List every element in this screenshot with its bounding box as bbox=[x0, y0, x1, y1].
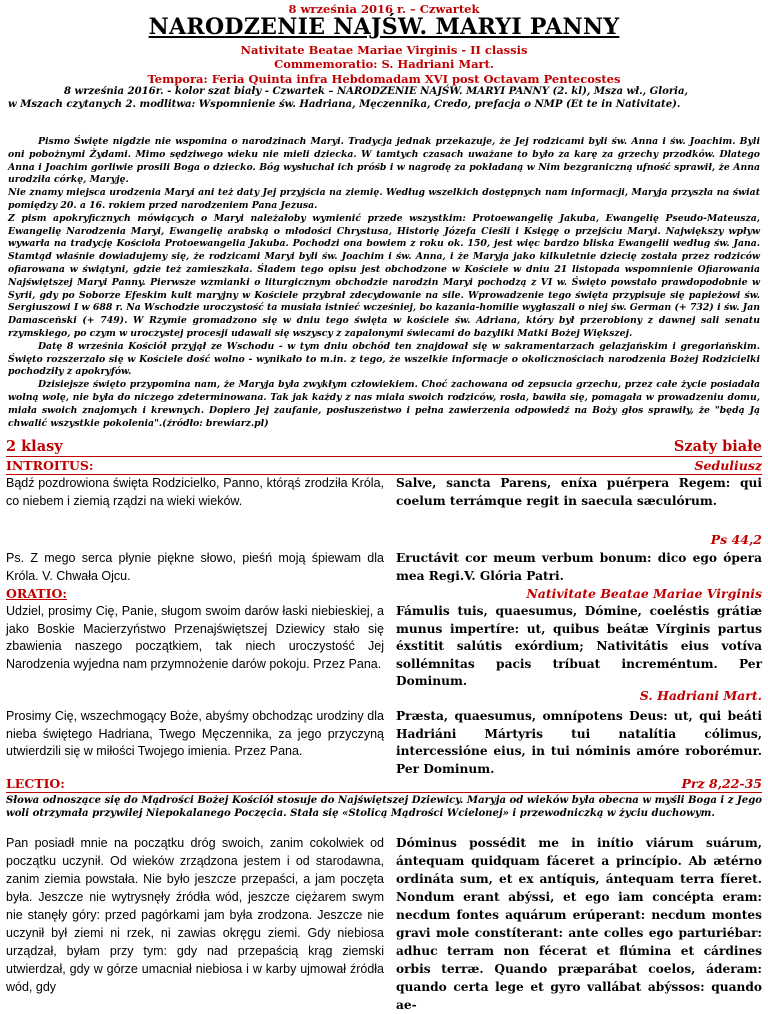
description-paragraph: Datę 8 września Kościół przyjął ze Wschodu - w tym dniu obchód ten znajdował się w sakramentarzach gelazjańskim i gregoriańskim. Święto rozszerzało się w Kościele dość wolno - wynikało to m.in. z tego, że wszelkie informacje o okolicznościach narodzenia Bożej Rodzicielki pochodziły z apokryfów. bbox=[8, 340, 760, 378]
commemoration-reference: S. Hadriani Mart. bbox=[639, 688, 762, 703]
oratio-feast-reference: Nativitate Beatae Mariae Virginis bbox=[526, 586, 762, 601]
commemoration-polish: Prosimy Cię, wszechmogący Boże, abyśmy obchodząc urodziny dla nieba świętego Hadriana, Twego Męczennika, za jego przyczyną utwierdzili się w miłości Twojego imienia. Przez Pana. bbox=[6, 709, 384, 758]
lectio-reference: Prz 8,22-35 bbox=[681, 776, 762, 791]
feast-rank: Nativitate Beatae Mariae Virginis - II classis bbox=[240, 43, 528, 57]
summary-line-2: w Mszach czytanych 2. modlitwa: Wspomnienie św. Hadriana, Męczennika, Credo, prefacja o NMP (Et te in Nativitate). bbox=[8, 99, 681, 111]
lectio-label: LECTIO: bbox=[6, 776, 65, 791]
oratio-label-text: ORATIO: bbox=[6, 586, 67, 601]
introitus-latin: Salve, sancta Parens, eníxa puérpera Regem: qui coelum terrámque regit in saecula sæculórum. bbox=[396, 476, 762, 508]
oratio-polish: Udziel, prosimy Cię, Panie, sługom swoim darów łaski niebieskiej, a jako Boskie Macierzyństwo Przenajświętszej Dziewicy stało się zbawienia naszego początkiem, tak niech uroczystość Jej Narodzenia wyjedna nam przymnożenie darów pokoju. Przez Pana. bbox=[6, 604, 384, 671]
class-label: 2 klasy bbox=[6, 438, 63, 455]
introitus-source: Seduliusz bbox=[694, 458, 762, 473]
vestment-color: Szaty białe bbox=[673, 438, 762, 455]
lectio-polish: Pan posiadł mnie na początku dróg swoich, zanim cokolwiek od początku uczynił. Od wieków zrządzona jestem i od starodawna, zanim ziemia powstała. Nie było jeszcze przepaści, a jam poczęta była. Jeszcze nie wytrysnęły źródła wód, jeszcze ciężarem swym nie stanęły góry: przed pagórkami jam była zrodzona. Jeszcze nie uczynił był ziemi ni rzek, ni zawias okręgu ziemi. Gdy niebiosa urządzał, byłam przy tym: gdy nad przepaścią krąg ziemski utwierdzał, gdy w górze umacniał niebiosa i w karby ujmował źródła wód, gdy bbox=[6, 836, 384, 994]
introitus-polish: Bądź pozdrowiona święta Rodzicielko, Panno, którąś zrodziła Króla, co niebem i ziemią rządzi na wieki wieków. bbox=[6, 476, 384, 508]
lectio-header bbox=[6, 776, 762, 793]
introitus-label: INTROITUS: bbox=[6, 458, 94, 473]
psalm-latin: Eructávit cor meum verbum bonum: dico ego ópera mea Regi.V. Glória Patri. bbox=[396, 551, 762, 583]
lectio-latin: Dóminus possédit me in inítio viárum suárum, ántequam quidquam fáceret a princípio. Ab ætérno ordináta sum, et ex antíquis, ántequam terra fíeret. Nondum erant abýssi, et ego iam concépta eram: necdum fontes aquárum erúperant: necdum montes gravi mole constíterant: ante colles ego parturiébar: adhuc terram non fécerat et flúmina et cárdines orbis terræ. Quando præparábat coelos, áderam: quando certa lege et gyro vallábat abýssos: quando ae- bbox=[396, 836, 762, 1012]
tempora: Tempora: Feria Quinta infra Hebdomadam XVI post Octavam Pentecostes bbox=[147, 72, 621, 86]
date-line: 8 września 2016 r. – Czwartek bbox=[288, 2, 480, 16]
oratio-latin: Fámulis tuis, quaesumus, Dómine, coeléstis grátiæ munus impertíre: ut, quibus beátæ Vírginis partus éxstitit salútis exórdium; Nativitátis eius votíva sollémnitas pacis tríbuat increméntum. Per Dominum. bbox=[396, 604, 762, 688]
description-paragraph: Pismo Święte nigdzie nie wspomina o narodzinach Maryi. Tradycja jednak przekazuje, że Jej rodzicami byli św. Anna i św. Joachim. Byli oni pobożnymi Żydami. Mimo sędziwego wieku nie mieli dziecka. W tamtych czasach uważane to było za karę za grzechy przodków. Dlatego Anna i Joachim gorliwie prosili Boga o dziecko. Bóg wysłuchał ich próśb i w nagrodę za pokładaną w Nim bezgraniczną ufność sprawił, że Anna urodziła córkę, Maryję. bbox=[8, 136, 760, 186]
psalm-polish: Ps. Z mego serca płynie piękne słowo, pieśń moją śpiewam dla Króla. V. Chwała Ojcu. bbox=[6, 551, 384, 583]
summary-line-1: 8 września 2016r. - kolor szat biały - Czwartek – NARODZENIE NAJŚW. MARYI PANNY (2. kl), Msza wł., Gloria, bbox=[64, 86, 689, 97]
class-bar bbox=[6, 438, 762, 457]
introitus-header bbox=[6, 458, 762, 475]
oratio-label bbox=[6, 586, 67, 601]
psalm-reference: Ps 44,2 bbox=[710, 532, 762, 547]
page-title bbox=[0, 14, 768, 40]
description-paragraph: Nie znamy miejsca urodzenia Maryi ani też daty Jej przyjścia na ziemię. Według wszelkich dostępnych nam informacji, Maryja przyszła na świat pomiędzy 20. a 16. rokiem przed narodzeniem Pana Jezusa. bbox=[8, 187, 760, 211]
page-title-text: NARODZENIE NAJŚW. MARYI PANNY bbox=[148, 14, 620, 40]
description-paragraph: Dzisiejsze święto przypomina nam, że Maryja była zwykłym człowiekiem. Choć zachowana od zepsucia grzechu, przez całe życie posiadała wolną wolę, nie była do niczego zdeterminowana. Tak jak każdy z nas miała swoich rodziców, rosła, bawiła się, pomagała w prowadzeniu domu, miała swoich znajomych i krewnych. Dopiero Jej zaufanie, posłuszeństwo i pełna zawierzenia odpowiedź na Boży głos sprawiły, że "będą Ją chwalić wszystkie pokolenia".(źródło: brewiarz.pl) bbox=[8, 379, 760, 429]
description-paragraph: Z pism apokryficznych mówiących o Maryi należałoby wymienić przede wszystkim: Protoewangelię Jakuba, Ewangelię Pseudo-Mateusza, Ewangelię Narodzenia Maryi, Ewangelię arabską o młodości Chrystusa, Historię Józefa Cieśli i Księgę o przejściu Maryi. Największy wpływ wywarła na tradycję Kościoła Protoewangelia Jakuba. Pochodzi ona bowiem z roku ok. 150, jest więc bardzo bliska Ewangelii według św. Jana. Stamtąd właśnie dowiadujemy się, że rodzicami Maryi byli św. Joachim i św. Anna, i że Maryja jako kilkuletnie dziecię została przez rodziców ofiarowana w świątyni, gdzie też zamieszkała. Śladem tego opisu jest obchodzone w Kościele w dniu 21 listopada wspomnienie Ofiarowania Najświętszej Maryi Panny. Pierwsze wzmianki o liturgicznym obchodzie narodzin Maryi pochodzą z VI w. Święto powstało prawdopodobnie w Syrii, gdy po Soborze Efeskim kult maryjny w Kościele przybrał zdecydowanie na sile. Wprowadzenie tego święta przypisuje się papieżowi św. Sergiuszowi I w 688 r. Na Wschodzie uroczystość ta musiała istnieć wcześniej, bo kazania-homilie wygłaszali o niej św. German (+ 732) i św. Jan Damasceński (+ 749). W Rzymie gromadzono się w dniu tego święta w kościele św. Adriana, który był przerobiony z dawnej sali senatu rzymskiego, po czym w uroczystej procesji udawali się wszyscy z zapalonymi świecami do bazyliki Matki Bożej Większej. bbox=[8, 212, 760, 339]
liturgical-summary bbox=[8, 85, 760, 112]
feast-description bbox=[8, 136, 760, 430]
commemoration-latin: Præsta, quaesumus, omnípotens Deus: ut, qui beáti Hadriáni Mártyris tui natalítia cólimus, intercessióne eius, in tui nóminis amóre roborémur. Per Dominum. bbox=[396, 709, 762, 776]
commemoration: Commemoratio: S. Hadriani Mart. bbox=[274, 57, 494, 71]
lectio-note: Słowa odnoszące się do Mądrości Bożej Kościół stosuje do Najświętszej Dziewicy. Maryja od wieków była obecna w myśli Boga i z Jego woli otrzymała przywilej Niepokalanego Poczęcia. Stała się «Stolicą Mądrości Wcielonej» i przewodniczką w życiu duchowym. bbox=[6, 795, 762, 819]
